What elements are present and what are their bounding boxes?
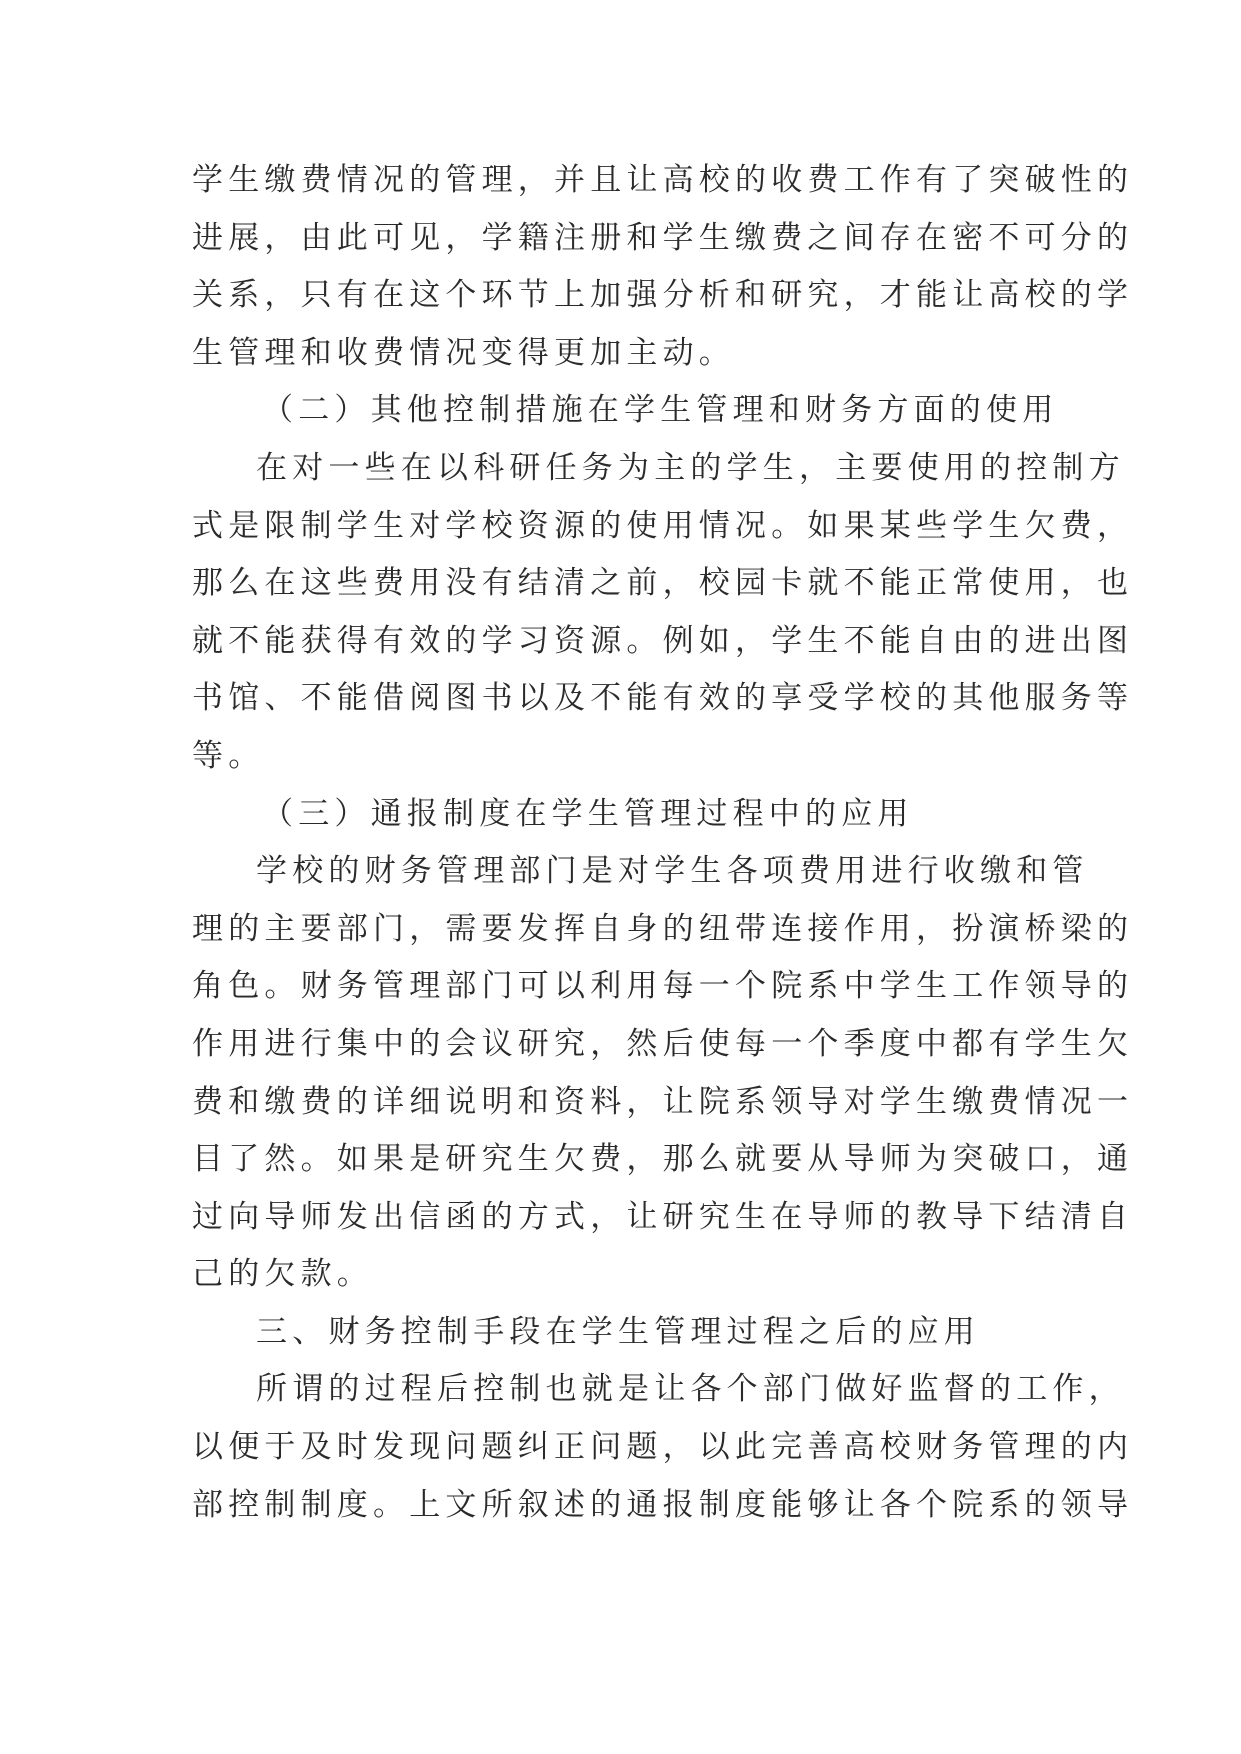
body-text xyxy=(192,152,1134,1534)
section-heading: （三）通报制度在学生管理过程中的应用 xyxy=(262,795,914,832)
text-line: 生管理和收费情况变得更加主动。 xyxy=(192,334,735,371)
text-line: 以便于及时发现问题纠正问题，以此完善高校财务管理的内 xyxy=(192,1429,1134,1466)
text-line: 费和缴费的详细说明和资料，让院系领导对学生缴费情况一 xyxy=(192,1083,1134,1120)
text-line: 等。 xyxy=(192,737,265,774)
text-line: 学生缴费情况的管理，并且让高校的收费工作有了突破性的 xyxy=(192,162,1134,198)
section-heading: （二）其他控制措施在学生管理和财务方面的使用 xyxy=(262,392,1059,429)
text-line: 部控制制度。上文所叙述的通报制度能够让各个院系的领导 xyxy=(192,1486,1134,1523)
text-line: 学校的财务管理部门是对学生各项费用进行收缴和管 xyxy=(256,853,1089,890)
text-line: 作用进行集中的会议研究，然后使每一个季度中都有学生欠 xyxy=(192,1025,1134,1062)
text-line: 那么在这些费用没有结清之前，校园卡就不能正常使用，也 xyxy=(192,565,1134,602)
text-line: 理的主要部门，需要发挥自身的纽带连接作用，扮演桥梁的 xyxy=(192,910,1134,947)
text-line: 就不能获得有效的学习资源。例如，学生不能自由的进出图 xyxy=(192,622,1134,659)
section-heading: 三、财务控制手段在学生管理过程之后的应用 xyxy=(256,1313,980,1350)
text-line: 书馆、不能借阅图书以及不能有效的享受学校的其他服务等 xyxy=(192,680,1134,717)
text-line: 过向导师发出信函的方式，让研究生在导师的教导下结清自 xyxy=(192,1198,1134,1235)
text-line: 关系，只有在这个环节上加强分析和研究，才能让高校的学 xyxy=(192,277,1134,314)
text-line: 己的欠款。 xyxy=(192,1256,373,1293)
text-line: 所谓的过程后控制也就是让各个部门做好监督的工作， xyxy=(256,1371,1125,1408)
text-line: 目了然。如果是研究生欠费，那么就要从导师为突破口，通 xyxy=(192,1141,1134,1178)
text-line: 式是限制学生对学校资源的使用情况。如果某些学生欠费， xyxy=(192,507,1134,544)
text-line: 角色。财务管理部门可以利用每一个院系中学生工作领导的 xyxy=(192,968,1134,1005)
text-line: 在对一些在以科研任务为主的学生，主要使用的控制方 xyxy=(256,449,1125,486)
text-line: 进展，由此可见，学籍注册和学生缴费之间存在密不可分的 xyxy=(192,219,1134,256)
